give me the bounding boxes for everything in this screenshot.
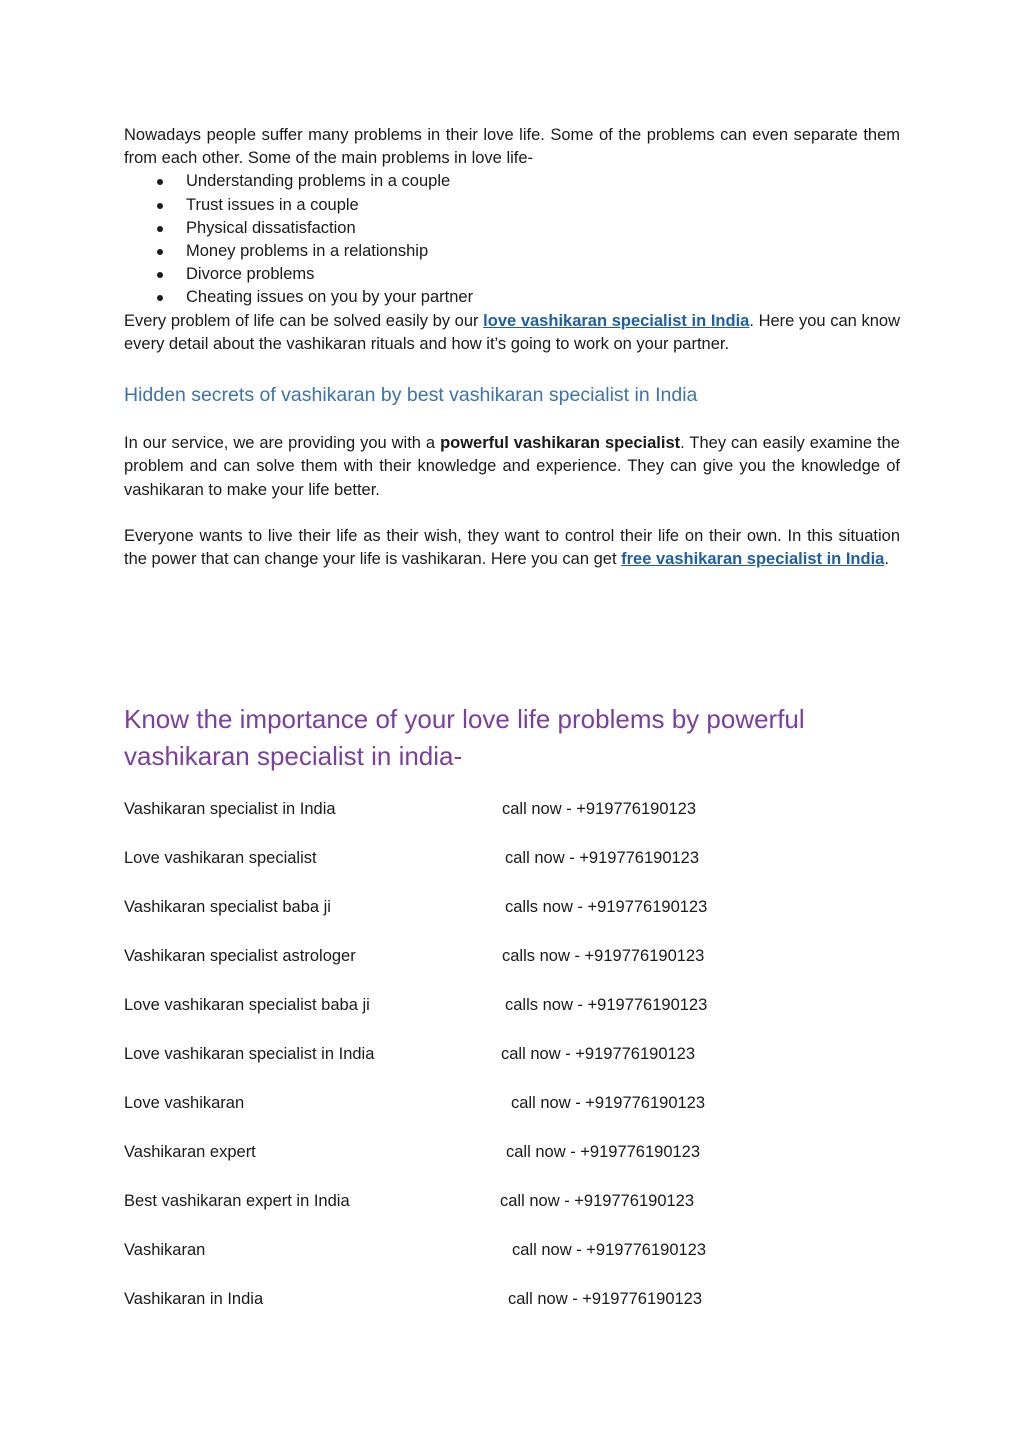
contact-row: [124, 947, 904, 996]
list-item: Physical dissatisfaction: [124, 217, 900, 240]
contact-label: Love vashikaran: [124, 1094, 245, 1112]
free-vashikaran-link[interactable]: free vashikaran specialist in India: [621, 550, 885, 569]
contact-row: [124, 1192, 904, 1241]
contact-row: [124, 849, 904, 898]
list-item: Understanding problems in a couple: [124, 170, 900, 193]
contact-row: [124, 1290, 904, 1339]
call-number: call now - +919776190123: [511, 1094, 706, 1112]
contact-label: Vashikaran expert: [124, 1143, 256, 1161]
call-number: call now - +919776190123: [500, 1192, 695, 1210]
section-heading-importance: Know the importance of your love life problems by powerful vashikaran specialist in india-: [124, 704, 805, 771]
call-number: calls now - +919776190123: [505, 898, 708, 916]
section-heading-hidden-secrets: Hidden secrets of vashikaran by best vashikaran specialist in India: [124, 384, 698, 407]
contact-label: Vashikaran in India: [124, 1290, 264, 1308]
list-item: Cheating issues on you by your partner: [124, 286, 900, 309]
bold-phrase: powerful vashikaran specialist: [440, 434, 681, 453]
intro-paragraph: Nowadays people suffer many problems in their love life. Some of the problems can even separate them from each other. Some of the main problems in love life-: [124, 126, 900, 168]
contact-row: [124, 1143, 904, 1192]
contact-label: Vashikaran specialist astrologer: [124, 947, 356, 965]
contact-label: Vashikaran specialist in India: [124, 800, 336, 818]
problem-list: [124, 170, 900, 309]
call-number: calls now - +919776190123: [505, 996, 708, 1014]
call-number: call now - +919776190123: [512, 1241, 707, 1259]
call-number: call now - +919776190123: [502, 800, 697, 818]
control-paragraph: Everyone wants to live their life as their wish, they want to control their life on their own. In this situation the power that can change your life is vashikaran. Here you can get free vashikaran specialist in India.: [124, 526, 900, 569]
call-number: call now - +919776190123: [501, 1045, 696, 1063]
contact-row: [124, 1094, 904, 1143]
contact-label: Vashikaran: [124, 1241, 206, 1259]
service-paragraph: In our service, we are providing you with a powerful vashikaran specialist. They can easily examine the problem and can solve them with their knowledge and experience. They can give you the knowledge of vashikaran to make your life better.: [124, 434, 900, 499]
call-number: call now - +919776190123: [505, 849, 700, 867]
contact-row: [124, 898, 904, 947]
list-item: Trust issues in a couple: [124, 194, 900, 217]
love-vashikaran-link[interactable]: love vashikaran specialist in India: [483, 311, 750, 330]
call-number: call now - +919776190123: [506, 1143, 701, 1161]
solution-paragraph: Every problem of life can be solved easily by our love vashikaran specialist in India. Here you can know every detail about the vashikaran rituals and how it’s going to work on your partner.: [124, 311, 900, 353]
contact-row: [124, 1241, 904, 1290]
document-body: [124, 124, 900, 571]
contact-label: Best vashikaran expert in India: [124, 1192, 350, 1210]
contact-row: [124, 800, 904, 849]
contact-label: Love vashikaran specialist baba ji: [124, 996, 370, 1014]
contact-row: [124, 1045, 904, 1094]
contact-label: Love vashikaran specialist in India: [124, 1045, 375, 1063]
contact-label: Vashikaran specialist baba ji: [124, 898, 331, 916]
call-number: calls now - +919776190123: [502, 947, 705, 965]
list-item: Money problems in a relationship: [124, 240, 900, 263]
call-number: call now - +919776190123: [508, 1290, 703, 1308]
list-item: Divorce problems: [124, 263, 900, 286]
contact-row: [124, 996, 904, 1045]
contact-label: Love vashikaran specialist: [124, 849, 317, 867]
contact-list: [124, 800, 904, 1339]
